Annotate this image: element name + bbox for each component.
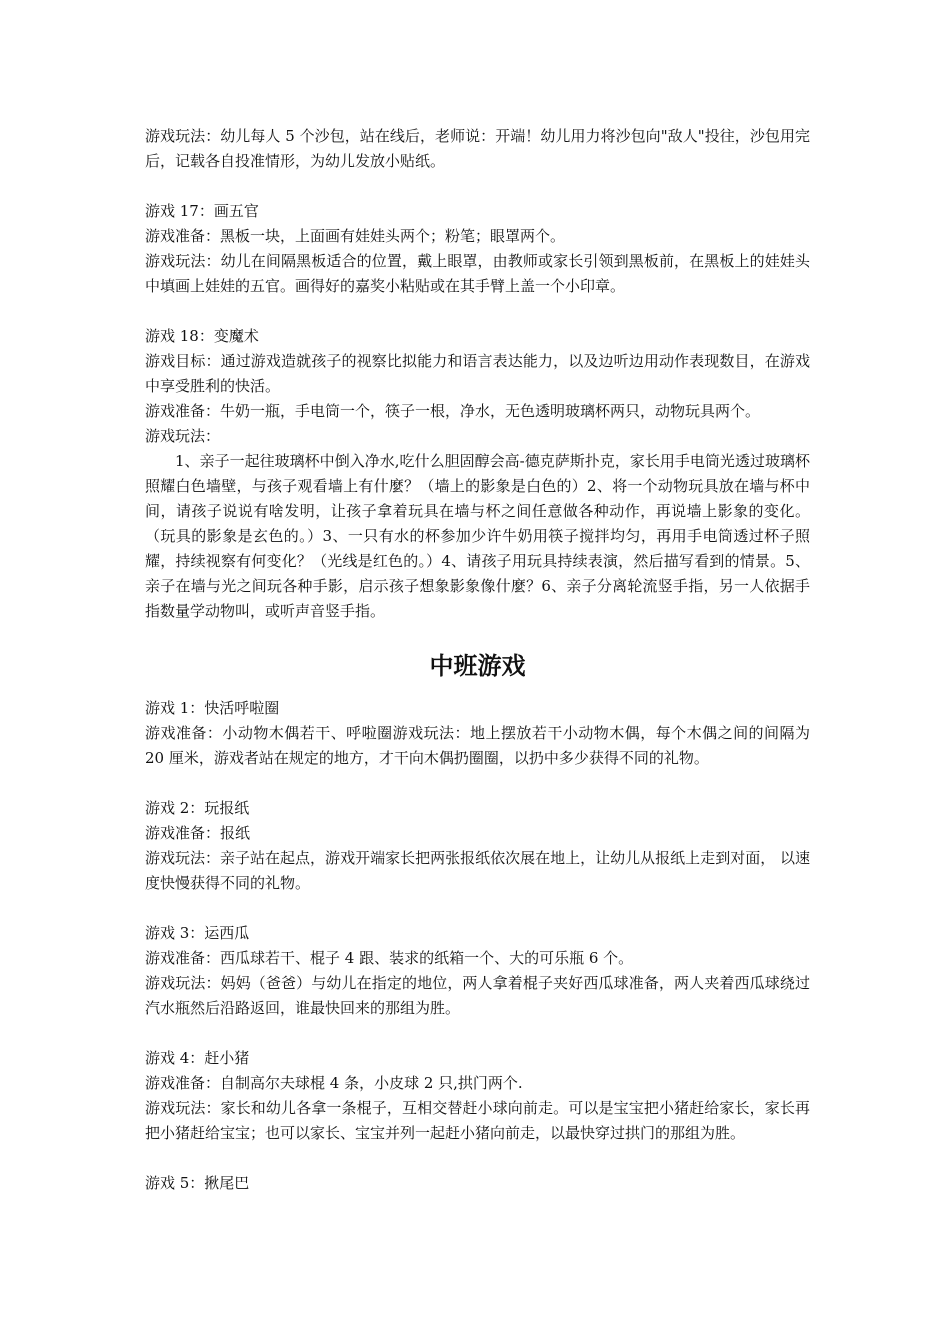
spacer: [145, 1021, 810, 1046]
spacer: [145, 1146, 810, 1171]
game18-play-label: 游戏玩法：: [145, 427, 221, 445]
game17-title: 游戏 17：画五官: [145, 202, 259, 220]
mid5-title: 游戏 5：揪尾巴: [145, 1174, 250, 1192]
game17-prep: 游戏准备：黑板一块，上面画有娃娃头两个；粉笔；眼罩两个。: [145, 227, 566, 245]
paragraph-intro: 游戏玩法：幼儿每人 5 个沙包，站在线后，老师说：开端！幼儿用力将沙包向"敌人"投往，沙包用完后，记载各自投准情形，为幼儿发放小贴纸。: [145, 127, 810, 170]
mid3-title: 游戏 3：运西瓜: [145, 924, 250, 942]
mid1-prep: 游戏准备：小动物木偶若干、呼啦圈游戏玩法：地上摆放若干小动物木偶，每个木偶之间的间隔为 20 厘米，游戏者站在规定的地方，才干向木偶扔圈圈，以扔中多少获得不同的礼物。: [145, 724, 810, 767]
spacer: [145, 896, 810, 921]
mid4-title: 游戏 4：赶小猪: [145, 1049, 250, 1067]
game18-goal: 游戏目标：通过游戏造就孩子的视察比拟能力和语言表达能力，以及边听边用动作表现数目，在游戏中享受胜利的快活。: [145, 352, 810, 395]
mid3-prep: 游戏准备：西瓜球若干、棍子 4 跟、装求的纸箱一个、大的可乐瓶 6 个。: [145, 949, 634, 967]
document-page: [145, 124, 810, 1196]
spacer: [145, 174, 810, 199]
spacer: [145, 771, 810, 796]
game18-prep: 游戏准备：牛奶一瓶，手电筒一个，筷子一根，净水，无色透明玻璃杯两只，动物玩具两个。: [145, 402, 761, 420]
mid2-title: 游戏 2：玩报纸: [145, 799, 250, 817]
game18-play-body: 1、亲子一起往玻璃杯中倒入净水,吃什么胆固醇会高-德克萨斯扑克，家长用手电筒光透过玻璃杯照耀白色墙壁，与孩子观看墙上有什麼？（墙上的影象是白色的）2、将一个动物玩具放在墙与杯中间，请孩子说说有啥发明，让孩子拿着玩具在墙与杯之间任意做各种动作，再说墙上影象的变化。（玩具的影象是玄色的。）3、一只有水的杯参加少许牛奶用筷子搅拌均匀，再用手电筒透过杯子照耀，持续视察有何变化？（光线是红色的。）4、请孩子用玩具持续表演，然后描写看到的情景。5、亲子在墙与光之间玩各种手影，启示孩子想象影象像什麼？6、亲子分离轮流竖手指，另一人依据手指数量学动物叫，或听声音竖手指。: [145, 452, 810, 620]
section-title: 中班游戏: [429, 652, 526, 680]
spacer: [145, 299, 810, 324]
mid2-prep: 游戏准备：报纸: [145, 824, 251, 842]
game17-play: 游戏玩法：幼儿在间隔黑板适合的位置，戴上眼罩，由教师或家长引领到黑板前，在黑板上的娃娃头中填画上娃娃的五官。画得好的嘉奖小粘贴或在其手臂上盖一个小印章。: [145, 252, 810, 295]
mid4-play: 游戏玩法：家长和幼儿各拿一条棍子，互相交替赶小球向前走。可以是宝宝把小猪赶给家长，家长再把小猪赶给宝宝；也可以家长、宝宝并列一起赶小猪向前走，以最快穿过拱门的那组为胜。: [145, 1099, 810, 1142]
mid4-prep: 游戏准备：自制高尔夫球棍 4 条，小皮球 2 只,拱门两个.: [145, 1074, 523, 1092]
mid1-title: 游戏 1：快活呼啦圈: [145, 699, 280, 717]
mid2-play: 游戏玩法：亲子站在起点，游戏开端家长把两张报纸依次展在地上，让幼儿从报纸上走到对面， 以速度快慢获得不同的礼物。: [145, 849, 810, 892]
game18-title: 游戏 18：变魔术: [145, 327, 259, 345]
mid3-play: 游戏玩法：妈妈（爸爸）与幼儿在指定的地位，两人拿着棍子夹好西瓜球准备，两人夹着西瓜球绕过汽水瓶然后沿路返回，谁最快回来的那组为胜。: [145, 974, 810, 1017]
